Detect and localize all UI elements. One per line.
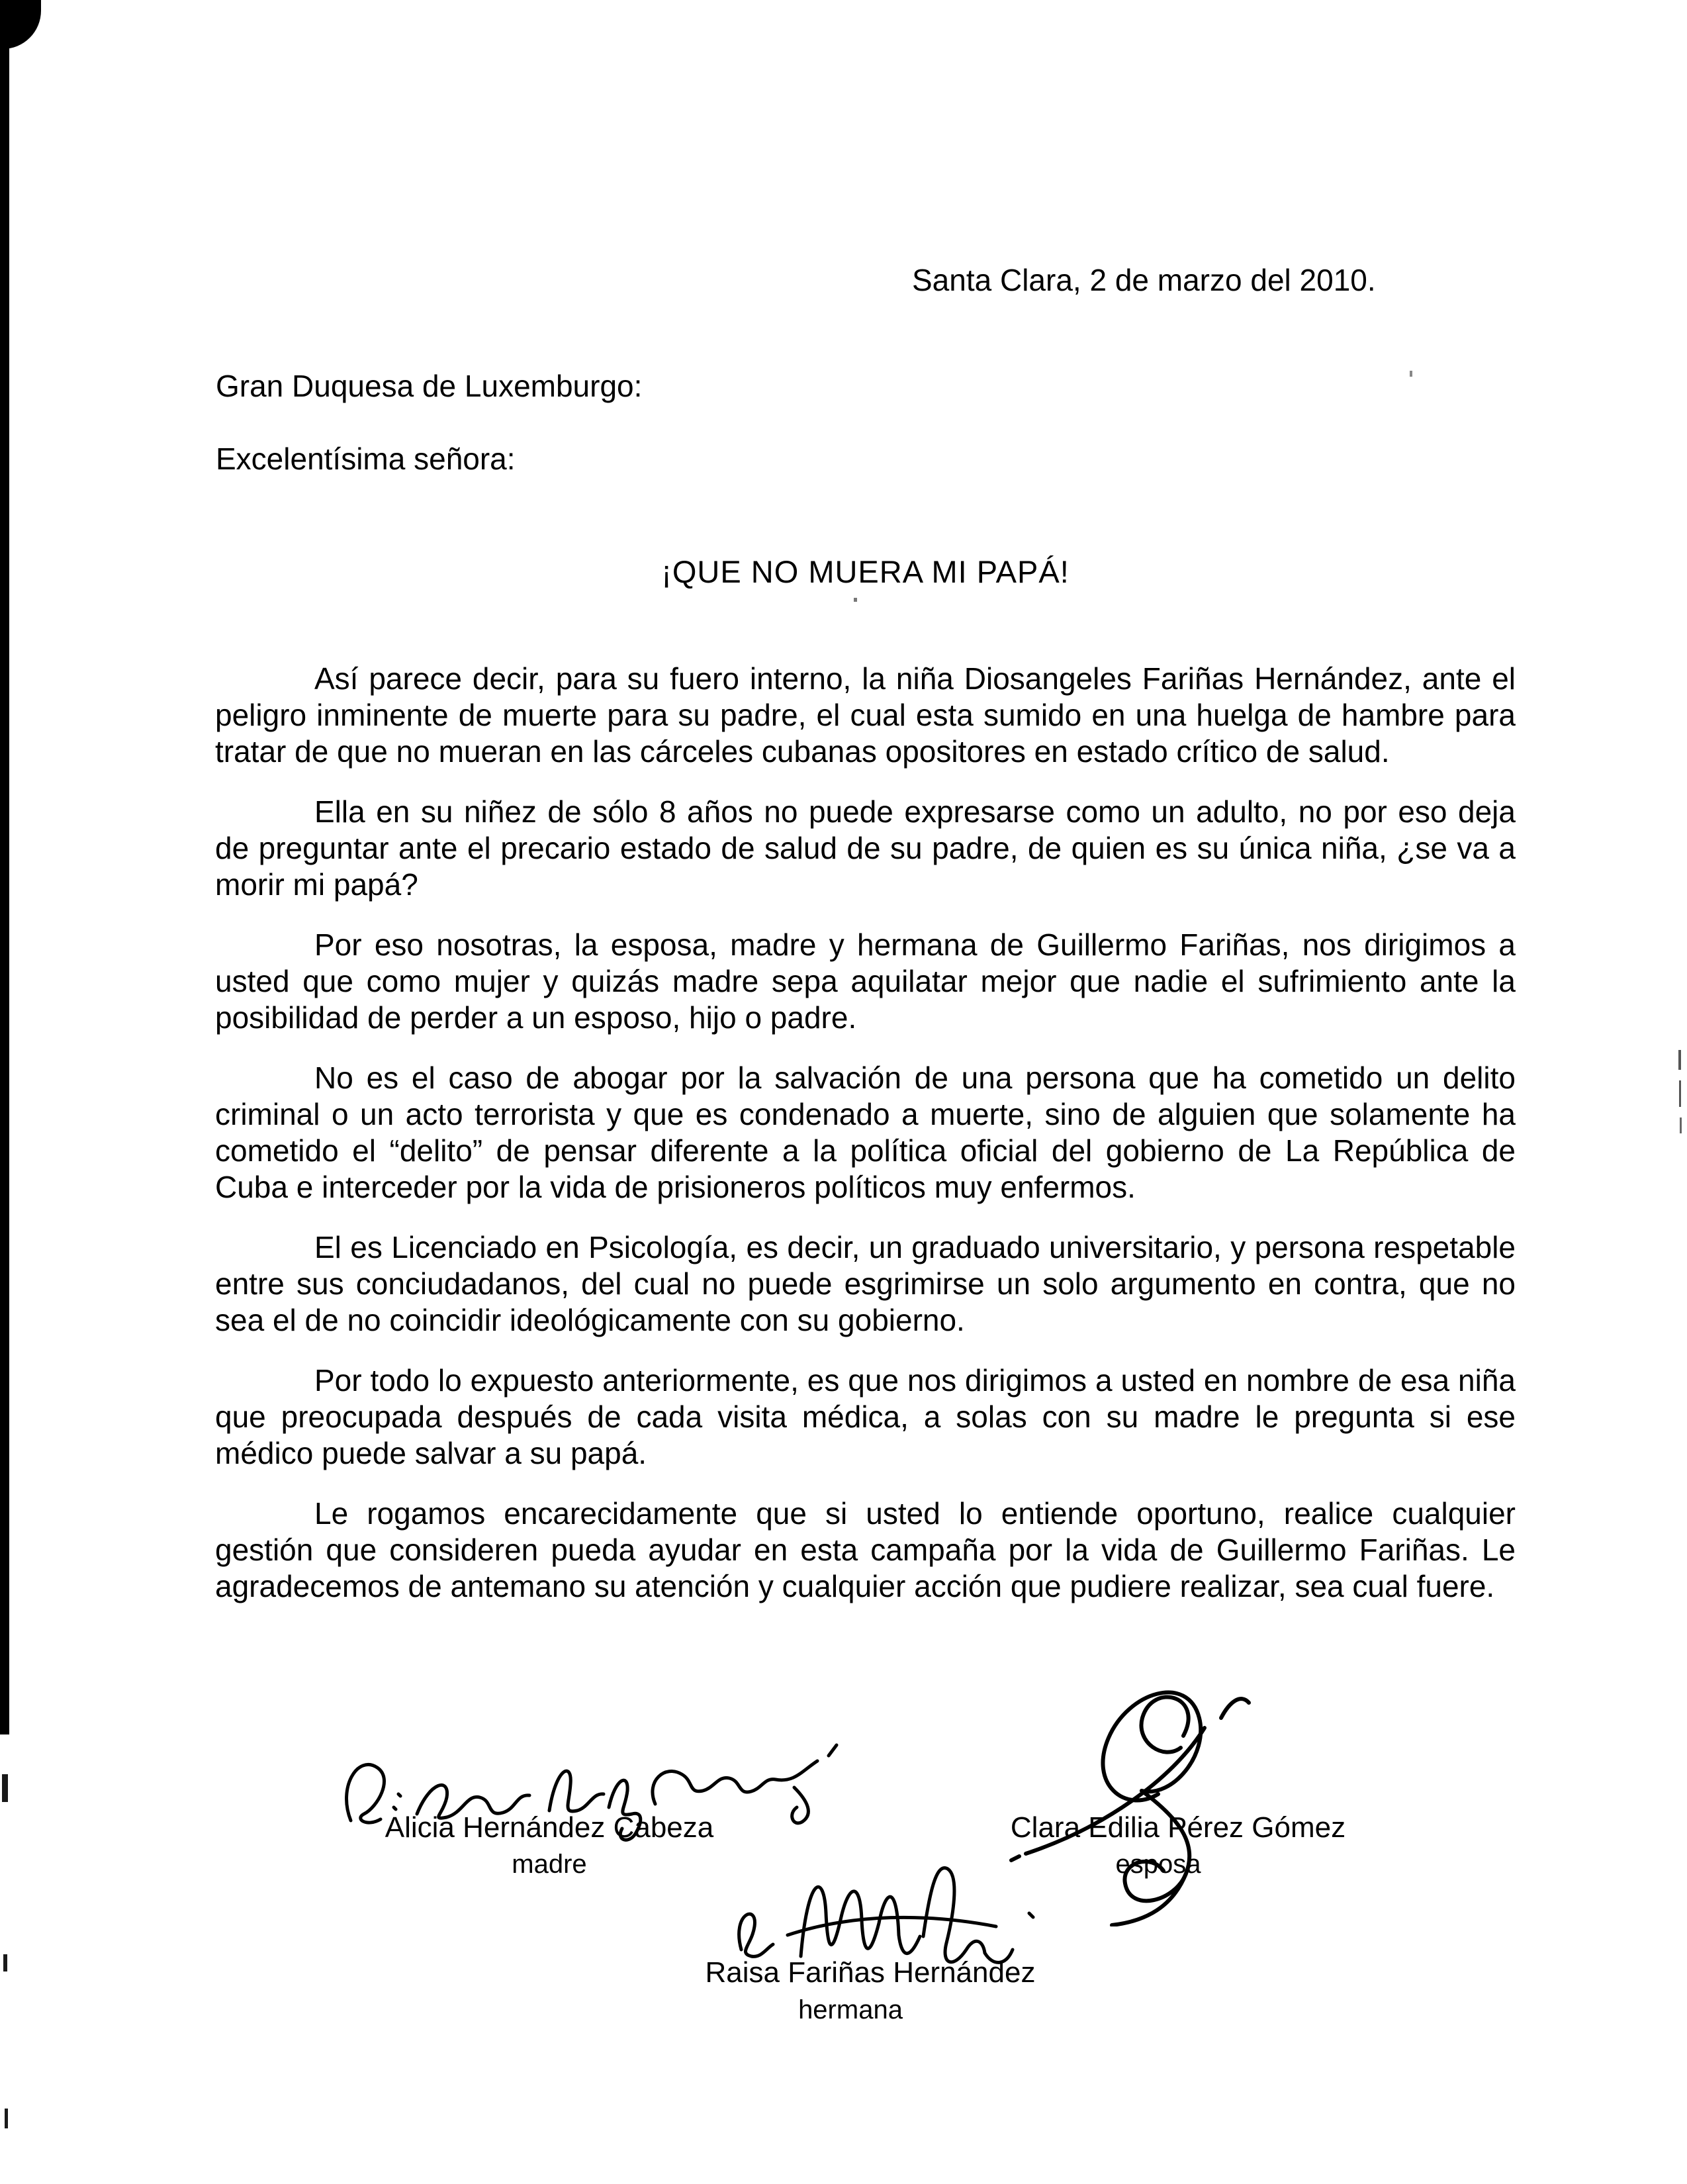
esposa-signature-name: Clara Edilia Pérez Gómez [1010,1811,1346,1844]
letter-paragraph: Así parece decir, para su fuero interno, la niña Diosangeles Fariñas Hernández, ante el peligro inminente de muerte para su padre, el cual esta sumido en una huelga de hambre para tratar de que no mueran en las cárceles cubanas opositores en estado crítico de salud. [215,661,1516,769]
hermana-signature-role: hermana [798,1995,903,2024]
scan-speck [3,1954,7,1971]
letter-headline: ¡QUE NO MUERA MI PAPÁ! [661,554,1070,589]
letter-paragraph: Le rogamos encarecidamente que si usted lo entiende oportuno, realice cualquier gestión que consideren pueda ayudar en esta campaña por la vida de Guillermo Fariñas. Le agradecemos de antemano su atención y cualquier acción que pudiere realizar, sea cual fuere. [215,1496,1516,1603]
hermana-signature-name: Raisa Fariñas Hernández [705,1956,1036,1989]
recipient-line: Gran Duquesa de Luxemburgo: [216,369,643,403]
scan-speck [5,2109,8,2128]
madre-signature [331,1715,841,1854]
scan-speck [2,1774,8,1802]
letter-paragraph: Por todo lo expuesto anteriormente, es que nos dirigimos a usted en nombre de esa niña que preocupada después de cada visita médica, a solas con su madre le pregunta si ese médico puede salvar a su papá. [215,1363,1516,1470]
scan-speck [1679,1080,1681,1107]
scan-speck [854,598,857,602]
madre-signature-name: Alicia Hernández Cabeza [385,1811,714,1844]
letter-paragraph: Ella en su niñez de sólo 8 años no puede expresarse como un adulto, no por eso deja de preguntar ante el precario estado de salud de su padre, de quien es su única niña, ¿se va a morir mi papá? [215,794,1516,902]
letter-paragraph: No es el caso de abogar por la salvación de una persona que ha cometido un delito criminal o un acto terrorista y que es condenado a muerte, sino de alguien que solamente ha cometido el “delito” de pensar diferente a la política oficial del gobierno de La República de Cuba e interceder por la vida de prisioneros políticos muy enfermos. [215,1061,1516,1204]
letter-paragraph: Por eso nosotras, la esposa, madre y hermana de Guillermo Fariñas, nos dirigimos a usted que como mujer y quizás madre sepa aquilatar mejor que nadie el sufrimiento ante la posibilidad de perder a un esposo, hijo o padre. [215,927,1516,1035]
date-line: Santa Clara, 2 de marzo del 2010. [912,263,1376,297]
esposa-signature-role: esposa [1115,1850,1201,1879]
hermana-signature [702,1850,1046,1996]
madre-signature-role: madre [512,1850,587,1879]
scan-speck [1410,371,1412,377]
letter-paragraph: El es Licenciado en Psicología, es decir, un graduado universitario, y persona respetable entre sus conciudadanos, del cual no puede esgrimirse un solo argumento en contra, que no sea el de no coincidir ideológicamente con su gobierno. [215,1230,1516,1337]
letter-body [215,661,1516,1629]
salutation-line: Excelentísima señora: [216,442,516,476]
scan-corner-artifact [0,0,41,49]
scan-speck [1680,1117,1682,1133]
scan-speck [1678,1050,1681,1070]
scan-edge-strip [0,0,9,1734]
